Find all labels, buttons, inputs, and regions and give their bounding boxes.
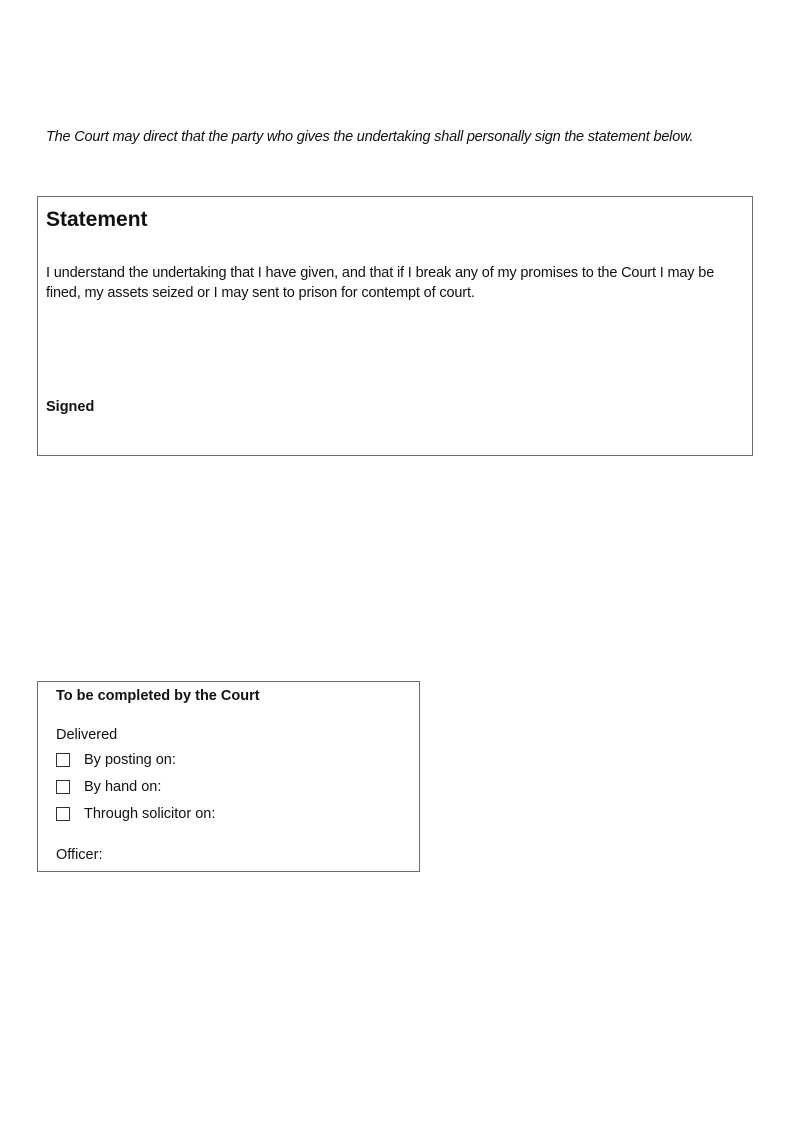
by-hand-label: By hand on:: [84, 779, 162, 795]
through-solicitor-checkbox[interactable]: [56, 807, 70, 821]
option-by-hand[interactable]: [56, 778, 161, 796]
statement-text: I understand the undertaking that I have given, and that if I break any of my promises to the Court I may be fined, my assets seized or I may sent to prison for contempt of court.: [46, 265, 715, 301]
court-section-heading: To be completed by the Court: [56, 688, 260, 704]
court-use-box: [37, 681, 420, 872]
statement-box: [37, 196, 753, 456]
by-posting-checkbox[interactable]: [56, 753, 70, 767]
signed-label: Signed: [46, 399, 95, 415]
by-posting-label: By posting on:: [84, 752, 176, 768]
through-solicitor-label: Through solicitor on:: [84, 806, 216, 822]
option-through-solicitor[interactable]: [56, 805, 215, 823]
delivered-label: Delivered: [56, 727, 118, 743]
statement-title: Statement: [46, 208, 148, 231]
option-by-posting[interactable]: [56, 751, 176, 769]
intro-note: The Court may direct that the party who gives the undertaking shall personally sign the statement below.: [46, 129, 694, 145]
by-hand-checkbox[interactable]: [56, 780, 70, 794]
officer-label: Officer:: [56, 847, 103, 863]
